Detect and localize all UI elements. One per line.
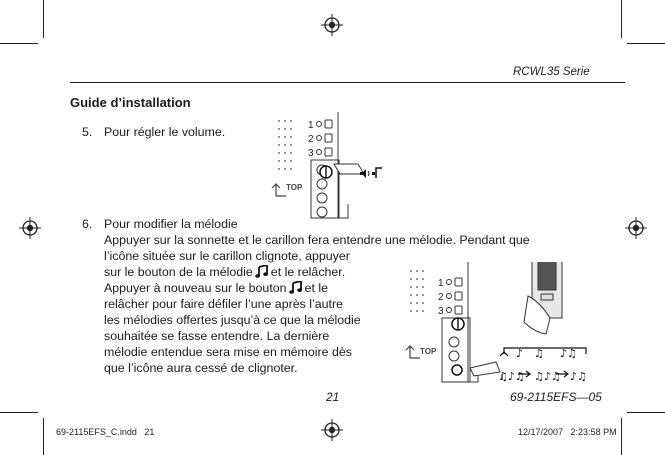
doc-code: 69-2115EFS—05 (510, 390, 602, 404)
crop-mark (627, 43, 665, 44)
step-6-text: et le relâcher. (270, 265, 346, 279)
crop-mark (0, 412, 38, 413)
row-label: 1 (438, 278, 444, 289)
doorbell-push-button (524, 262, 562, 334)
top-label: TOP (286, 183, 303, 192)
section-title: Guide d’installation (70, 95, 191, 110)
svg-text:♪: ♪ (516, 347, 524, 360)
row-label: 3 (438, 306, 444, 317)
svg-text:♪♫: ♪♫ (570, 370, 587, 383)
step-5-number: 5. (82, 125, 93, 139)
crop-mark (43, 418, 44, 455)
registration-mark-icon (625, 217, 647, 239)
step-6-heading: Pour modifier la mélodie (104, 217, 238, 231)
page-number: 21 (326, 390, 340, 404)
top-arrow-icon (406, 346, 437, 358)
crop-mark (621, 0, 622, 38)
crop-mark (621, 418, 622, 455)
step-6-text: Appuyer à nouveau sur le bouton (104, 281, 287, 295)
svg-text:♫♪♫: ♫♪♫ (498, 370, 525, 383)
step-6-line: l’icône située sur le carillon clignote, appuyer (104, 249, 350, 263)
step-6-text: sur le bouton de la mélodie (104, 265, 253, 279)
volume-knob-icon (320, 166, 332, 178)
header-rule (70, 82, 625, 83)
speaker-grille (278, 120, 292, 170)
step-5-text: Pour régler le volume. (104, 125, 226, 139)
row-label: 1 (308, 120, 314, 131)
step-6-number: 6. (82, 217, 93, 231)
music-note-icon (498, 347, 587, 383)
header-series: RCWL35 Serie (513, 66, 590, 78)
svg-text:♪♫: ♪♫ (560, 347, 577, 360)
top-arrow-icon (272, 183, 303, 196)
top-label: TOP (420, 347, 437, 356)
speaker-icon (360, 168, 382, 178)
crop-mark (0, 43, 38, 44)
crop-mark (627, 412, 665, 413)
music-note-icon (255, 265, 269, 278)
step-6-line: relâcher pour faire défiler l’une après l’autre (104, 297, 343, 311)
music-note-icon (289, 281, 303, 294)
crop-mark (43, 0, 44, 38)
step-6-line: que l’icône aura cessé de clignoter. (104, 361, 298, 375)
svg-text:♫: ♫ (534, 347, 544, 360)
step-6-text: et le (304, 281, 328, 295)
row-label: 2 (308, 134, 314, 145)
step-6-line: Appuyer sur la sonnette et le carillon fera entendre une mélodie. Pendant que (104, 233, 530, 247)
svg-text:♫♪♫: ♫♪♫ (534, 370, 561, 383)
chime-volume-illustration (268, 112, 402, 220)
registration-mark-icon (321, 14, 343, 36)
step-6-line: les mélodies offertes jusqu’à ce que la mélodie (104, 313, 361, 327)
step-6-line: mélodie entendue sera mise en mémoire dès (104, 345, 352, 359)
row-label: 3 (308, 148, 314, 159)
row-label: 2 (438, 292, 444, 303)
step-6-line: souhaitée se fasse entendre. La dernière (104, 329, 330, 343)
melody-selection-illustration (400, 262, 600, 386)
step-6-line (104, 264, 345, 281)
step-6-line (104, 280, 328, 297)
registration-mark-icon (19, 217, 41, 239)
registration-mark-icon (321, 419, 343, 441)
slug-timestamp: 12/17/2007 2:23:58 PM (518, 427, 617, 437)
slug-filename: 69-2115EFS_C.indd 21 (56, 427, 155, 437)
